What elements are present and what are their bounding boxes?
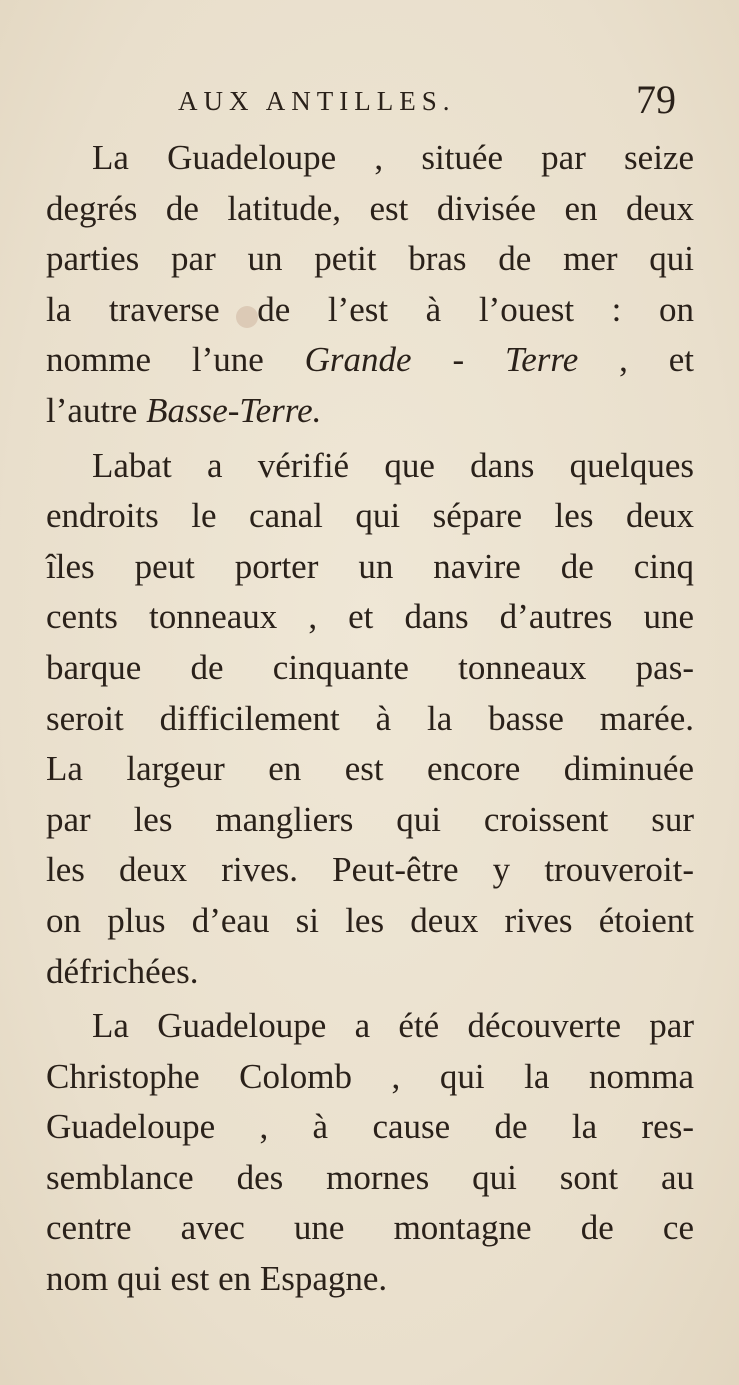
text-segment: l’autre <box>46 390 147 430</box>
text-segment: nomme l’une <box>46 340 305 380</box>
text-line: la traverse de l’est à l’ouest : on <box>46 289 694 329</box>
paragraph-1 <box>46 133 694 437</box>
text-line: nom qui est en Espagne. <box>46 1259 388 1299</box>
text-line: centre avec une montagne de ce <box>46 1208 694 1248</box>
text-line: La Guadeloupe a été découverte par <box>92 1006 694 1046</box>
text-line: endroits le canal qui sépare les deux <box>46 496 694 536</box>
text-line: îles peut porter un navire de cinq <box>46 546 694 586</box>
page-header <box>0 77 739 132</box>
text-line: seroit difficilement à la basse marée. <box>46 698 694 738</box>
running-title: AUX ANTILLES. <box>178 86 456 116</box>
text-line: cents tonneaux , et dans d’autres une <box>46 597 694 637</box>
text-line <box>46 386 694 437</box>
page-number: 79 <box>636 77 676 122</box>
text-line <box>46 335 694 386</box>
text-line: semblance des mornes qui sont au <box>46 1157 694 1197</box>
paragraph-2 <box>46 441 694 998</box>
text-line: défrichées. <box>46 951 199 991</box>
italic-term: Grande - Terre <box>304 340 579 380</box>
text-line: barque de cinquante tonneaux pas- <box>46 647 694 687</box>
italic-term: Basse-Terre. <box>146 390 322 430</box>
text-line: on plus d’eau si les deux rives étoient <box>46 900 694 940</box>
body-text <box>46 133 694 1309</box>
paragraph-3 <box>46 1001 694 1305</box>
text-line: degrés de latitude, est divisée en deux <box>46 188 694 228</box>
text-segment: , et <box>578 340 694 380</box>
text-line: parties par un petit bras de mer qui <box>46 239 694 279</box>
text-line: Guadeloupe , à cause de la res- <box>46 1107 694 1147</box>
text-line: Christophe Colomb , qui la nomma <box>46 1056 694 1096</box>
text-line: Labat a vérifié que dans quelques <box>92 445 694 485</box>
text-line: La Guadeloupe , située par seize <box>92 138 694 177</box>
text-line: les deux rives. Peut-être y trouveroit- <box>46 850 694 890</box>
text-line: La largeur en est encore diminuée <box>46 749 694 789</box>
text-line: par les mangliers qui croissent sur <box>46 799 694 839</box>
